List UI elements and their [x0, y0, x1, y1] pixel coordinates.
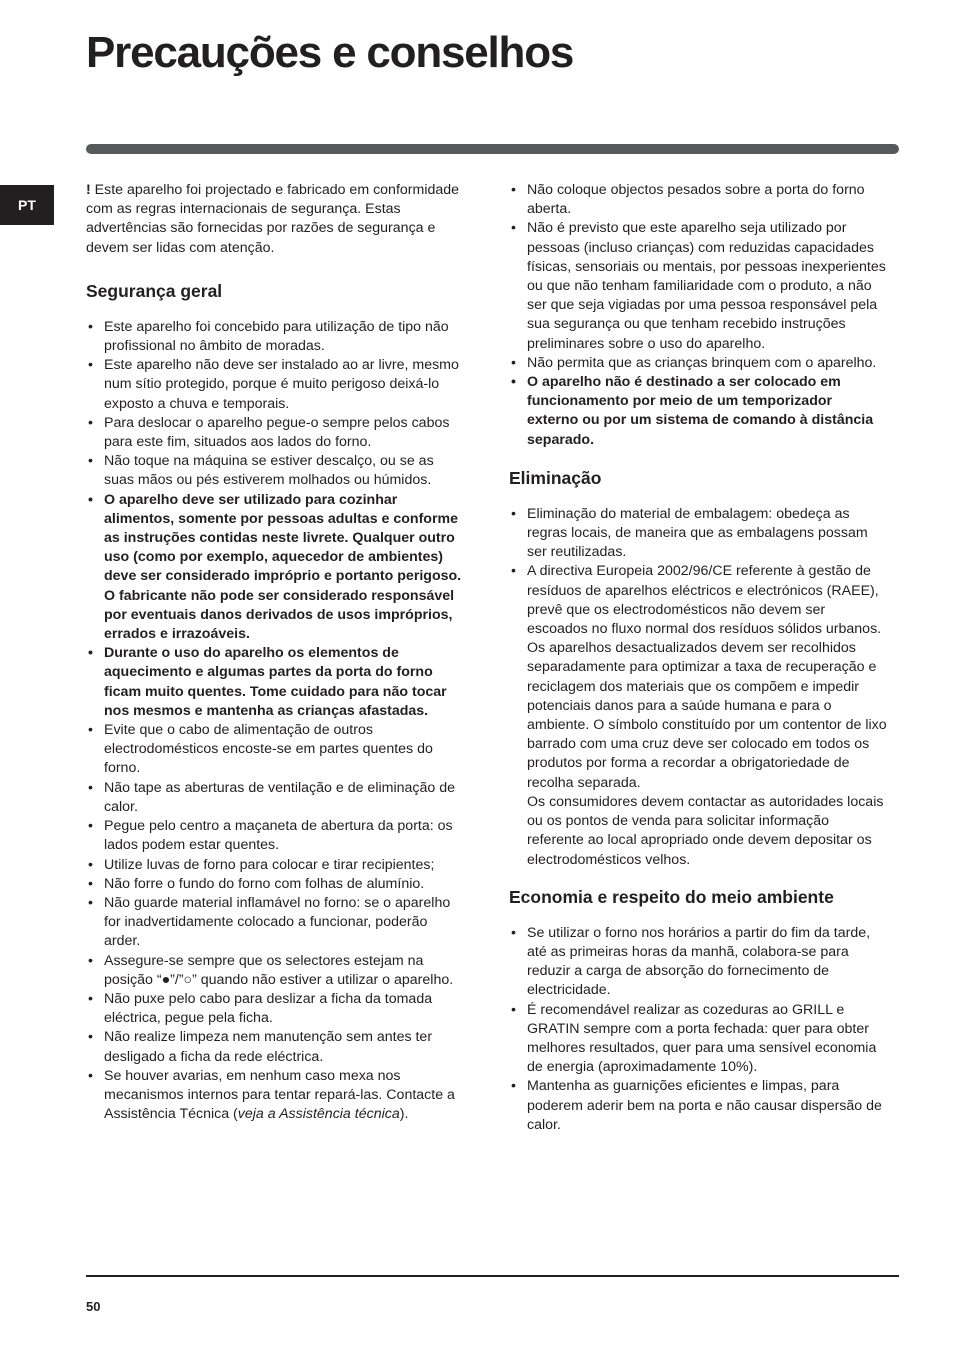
repair-text: Se houver avarias, em nenhum caso mexa nos mecanismos internos para tentar repará-las. Contacte a Assistência Técnica ( — [104, 1067, 455, 1123]
safety-list-continued — [509, 181, 887, 450]
title-divider-bar — [86, 144, 899, 154]
selector-text-after: ” quando não estiver a utilizar o aparelho. — [192, 971, 454, 988]
right-column — [509, 181, 887, 1135]
list-item: • Este aparelho foi concebido para utilização de tipo não profissional no âmbito de moradas. — [86, 318, 464, 356]
list-item: • Este aparelho não deve ser instalado ao ar livre, mesmo num sítio protegido, porque é muito perigoso deixá-lo exposto a chuva e temporais. — [86, 356, 464, 414]
disposal-directive-text: • A directiva Europeia 2002/96/CE referente à gestão de resíduos de aparelhos eléctricos e electrónicos (RAEE), prevê que os electrodomésticos não devem ser escoados no fluxo normal dos resíduos sólidos urbanos. Os aparelhos desactualizados devem ser recolhidos separadamente para optimizar a taxa de recuperação e reciclagem dos materiais que os compõem e impedir potenciais danos para a saúde humana e para o ambiente. O símbolo constituído por um contentor de lixo barrado com uma cruz deve ser colocado em todos os produtos por forma a recordar a obrigatoriedade de recolha separada. — [527, 563, 887, 791]
list-item: • Para deslocar o aparelho pegue-o sempre pelos cabos para este fim, situados aos lados do forno. — [86, 414, 464, 452]
list-item: • Se utilizar o forno nos horários a partir do fim da tarde, até as primeiras horas da manhã, colabora-se para reduzir a carga de absorção do fornecimento de electricidade. — [509, 924, 887, 1001]
list-item: • O aparelho deve ser utilizado para cozinhar alimentos, somente por pessoas adultas e conforme as instruções contidas neste livrete. Qualquer outro uso (como por exemplo, aquecedor de ambientes) deve ser considerado impróprio e portanto perigoso. O fabricante não pode ser considerado responsável por eventuais danos derivados de usos impróprios, errados e irrazoáveis. — [86, 491, 464, 645]
disposal-list — [509, 505, 887, 870]
list-item-selector — [86, 952, 464, 990]
section-heading-safety: Segurança geral — [86, 280, 223, 301]
list-item: • Eliminação do material de embalagem: obedeça as regras locais, de maneira que as embalagens possam ser reutilizadas. — [509, 505, 887, 563]
list-item: • O aparelho não é destinado a ser colocado em funcionamento por meio de um temporizador externo ou por um sistema de comando à distância separado. — [509, 373, 887, 450]
footer-divider — [86, 1275, 899, 1277]
list-item: • Não puxe pelo cabo para deslizar a ficha da tomada eléctrica, pegue pela ficha. — [86, 990, 464, 1028]
list-item: • Não realize limpeza nem manutenção sem antes ter desligado a ficha da rede eléctrica. — [86, 1028, 464, 1066]
list-item-repair — [86, 1067, 464, 1125]
safety-list — [86, 318, 464, 1125]
section-heading-disposal: Eliminação — [509, 467, 602, 488]
list-item: • Não toque na máquina se estiver descalço, ou se as suas mãos ou pés estiverem molhados ou húmidos. — [86, 452, 464, 490]
intro-text: Este aparelho foi projectado e fabricado em conformidade com as regras internacionais de segurança. Estas advertências são fornecidas por razões de segurança e devem ser lidas com atenção. — [86, 182, 460, 256]
economy-list — [509, 924, 887, 1135]
page-number: 50 — [86, 1299, 101, 1314]
left-column — [86, 181, 464, 1124]
list-item: • Não forre o fundo do forno com folhas de alumínio. — [86, 875, 464, 894]
list-item: • Não é previsto que este aparelho seja utilizado por pessoas (incluso crianças) com reduzidas capacidades físicas, sensoriais ou mentais, por pessoas inexperientes ou que não tenham familiaridade com o produto, a não ser que seja vigiadas por uma pessoa responsável pela sua segurança ou que tenham recebido instruções preliminares sobre o uso do aparelho. — [509, 219, 887, 353]
language-tab: PT — [0, 185, 54, 225]
list-item: • Não tape as aberturas de ventilação e de eliminação de calor. — [86, 779, 464, 817]
section-heading-economy: Economia e respeito do meio ambiente — [509, 886, 834, 907]
repair-end: ). — [399, 1106, 409, 1123]
disposal-continuation-text: Os consumidores devem contactar as autoridades locais ou os pontos de venda para solicitar informação referente ao local apropriado onde devem depositar os electrodomésticos velhos. — [527, 793, 884, 868]
list-item: • Não permita que as crianças brinquem com o aparelho. — [509, 354, 887, 373]
page-title: Precauções e conselhos — [86, 28, 574, 77]
warning-exclamation-icon: ! — [86, 182, 91, 198]
list-item: • Não guarde material inflamável no forno: se o aparelho for inadvertidamente colocado a funcionar, poderão arder. — [86, 894, 464, 952]
list-item — [509, 562, 887, 869]
list-item: • Durante o uso do aparelho os elementos de aquecimento e algumas partes da porta do forno ficam muito quentes. Tome cuidado para não tocar nos mesmos e mantenha as crianças afastadas. — [86, 644, 464, 721]
selector-off-position-icon: ●”/”○ — [161, 971, 193, 988]
list-item: • Pegue pelo centro a maçaneta de abertura da porta: os lados podem estar quentes. — [86, 817, 464, 855]
list-item: • Mantenha as guarnições eficientes e limpas, para poderem aderir bem na porta e não causar dispersão de calor. — [509, 1077, 887, 1135]
list-item: • Evite que o cabo de alimentação de outros electrodomésticos encoste-se em partes quentes do forno. — [86, 721, 464, 779]
list-item: • Não coloque objectos pesados sobre a porta do forno aberta. — [509, 181, 887, 219]
list-item: • Utilize luvas de forno para colocar e tirar recipientes; — [86, 856, 464, 875]
selector-text-before: Assegure-se sempre que os selectores estejam na posição “ — [104, 952, 424, 988]
repair-reference: veja a Assistência técnica — [237, 1106, 400, 1123]
intro-paragraph — [86, 181, 464, 258]
list-item: • É recomendável realizar as cozeduras ao GRILL e GRATIN sempre com a porta fechada: quer para obter melhores resultados, quer para uma sensível economia de energia (aproximadamente 10%). — [509, 1001, 887, 1078]
